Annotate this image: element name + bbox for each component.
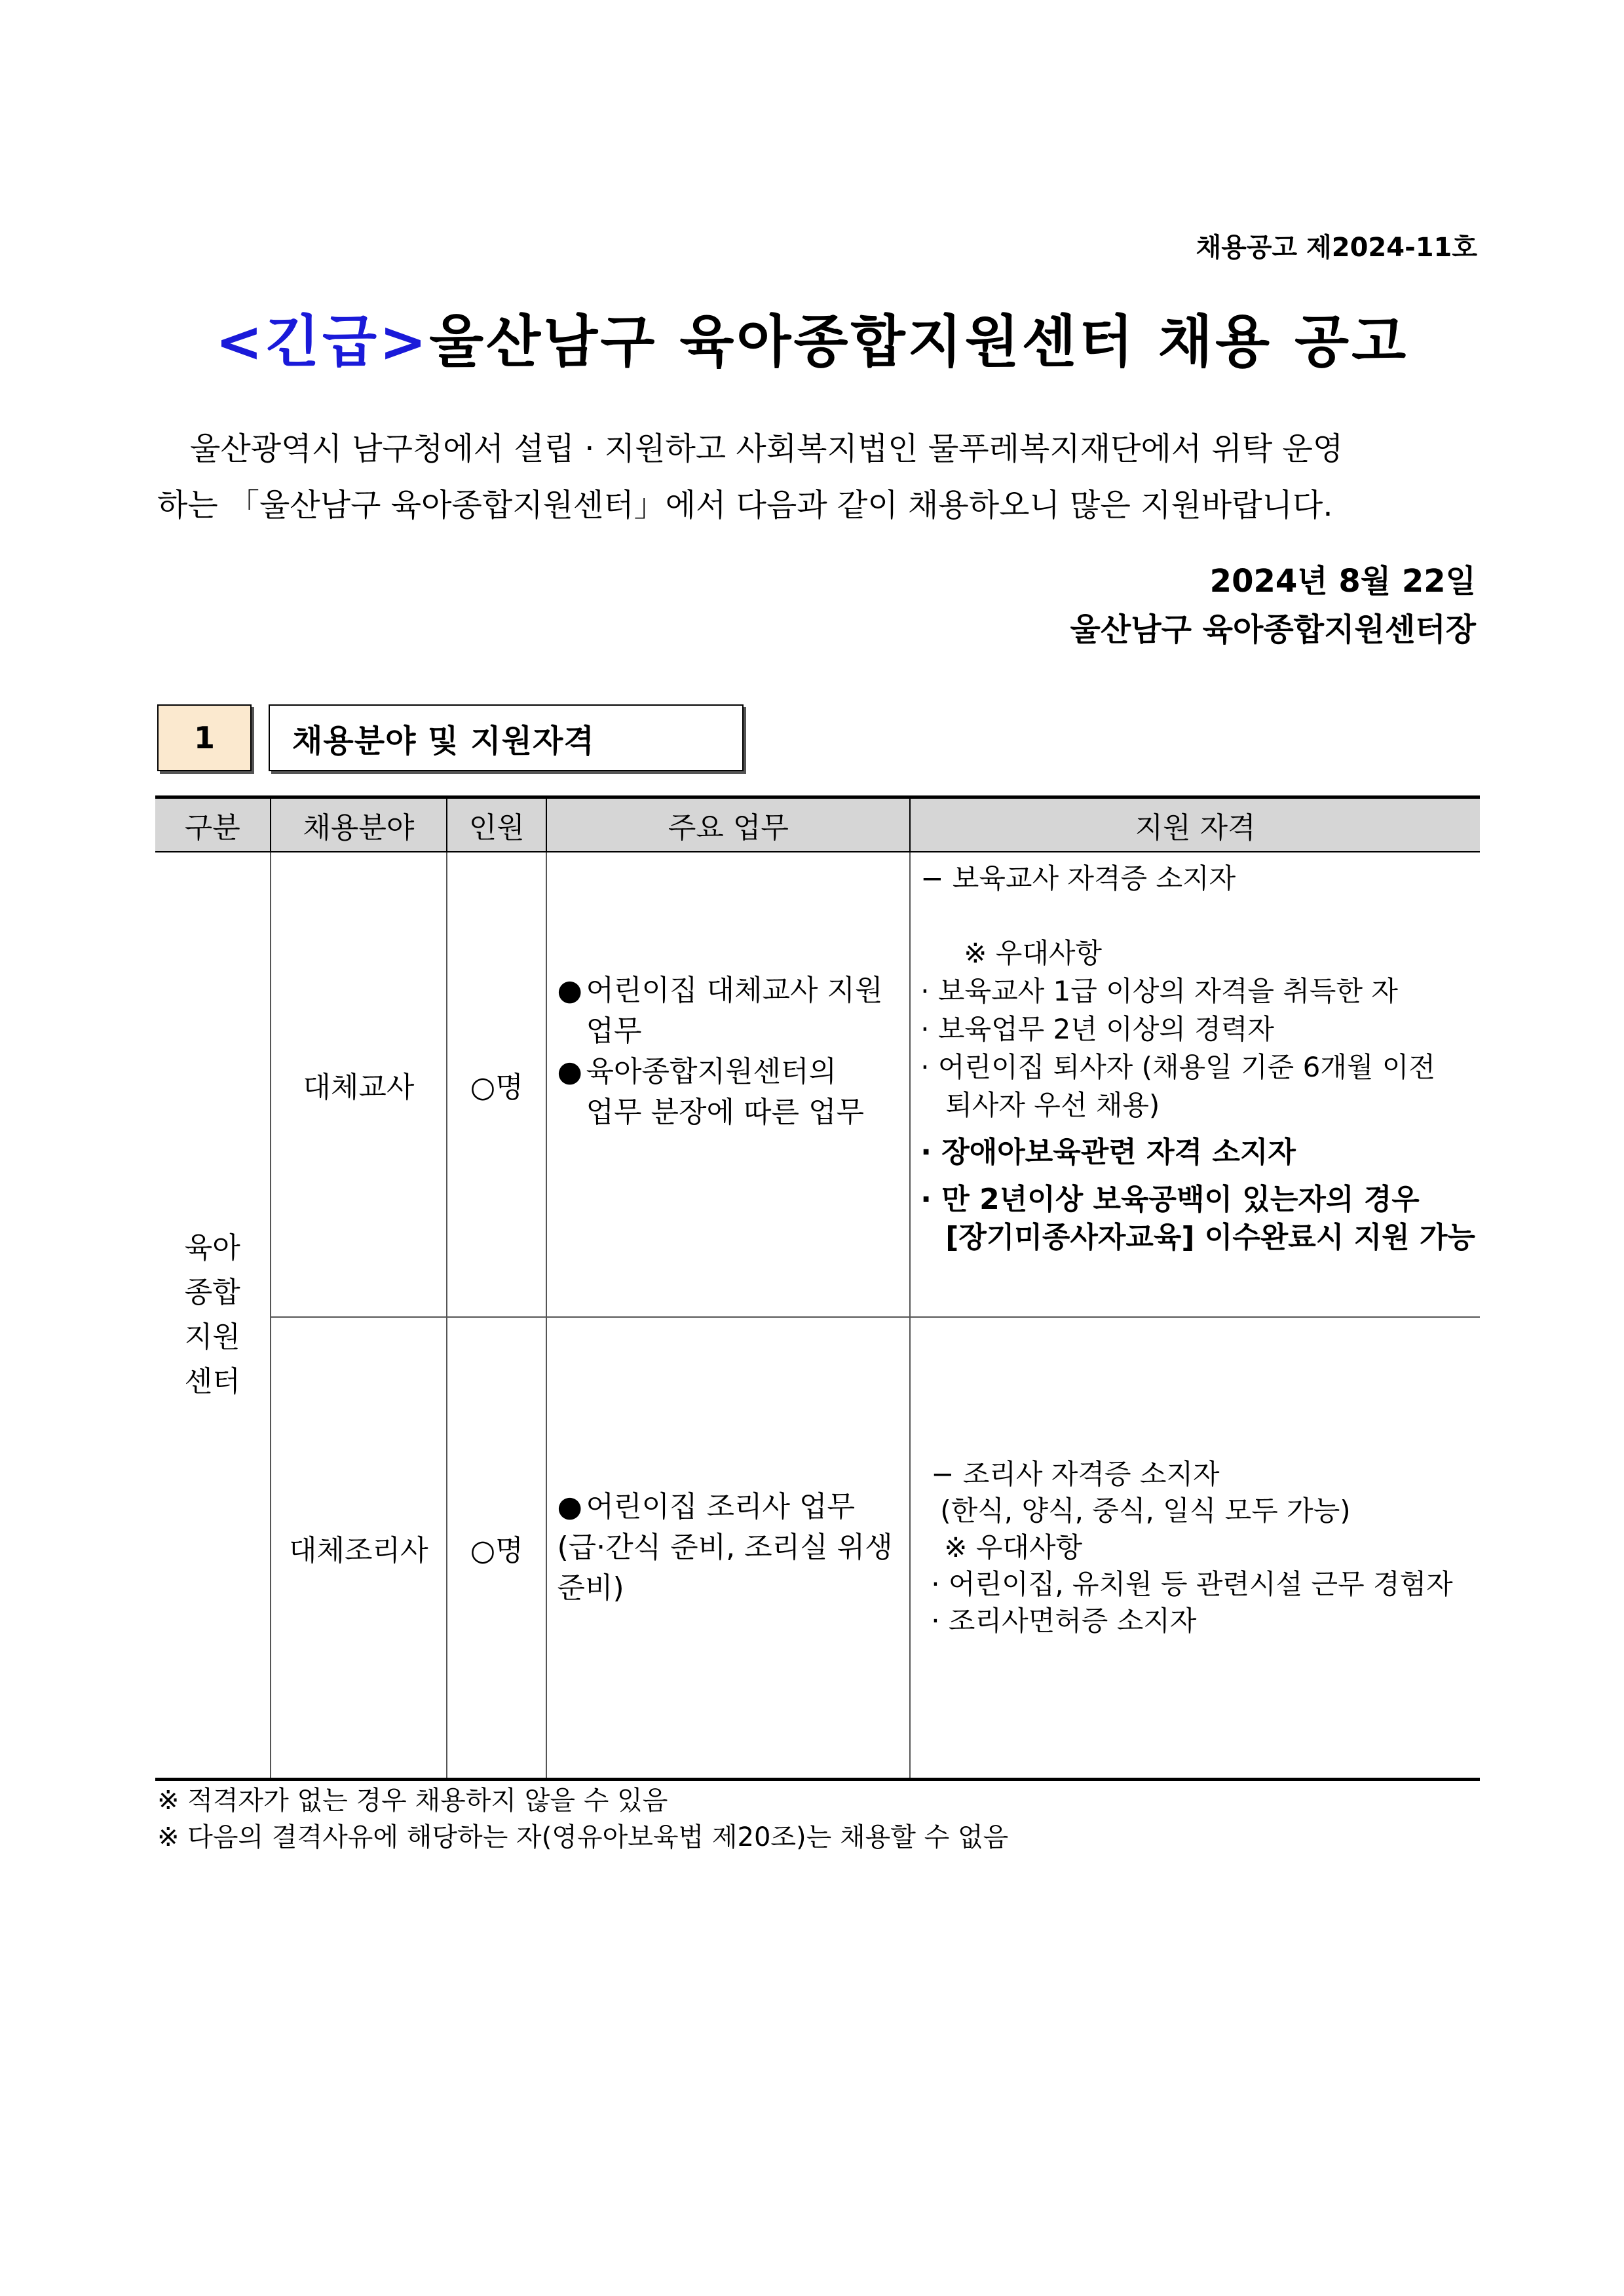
- qualification-line: (한식, 양식, 중식, 일식 모두 가능): [940, 1494, 1351, 1527]
- duty-item: ● 어린이집 조리사 업무: [557, 1489, 855, 1523]
- qualification-line: · 보육교사 1급 이상의 자격을 취득한 자: [920, 975, 1398, 1007]
- table-row: [155, 1317, 1480, 1779]
- header-duties: 주요 업무: [546, 797, 910, 852]
- intro-line-2: 하는 「울산남구 육아종합지원센터」에서 다음과 같이 채용하오니 많은 지원바랍니다.: [157, 487, 1333, 524]
- urgent-tag: <긴급>: [215, 309, 430, 375]
- issuer: 울산남구 육아종합지원센터장: [1070, 611, 1476, 648]
- intro-paragraph: [157, 421, 1474, 533]
- table-header-row: [155, 797, 1480, 852]
- category-cell: [155, 852, 271, 1779]
- note-line: ※ 다음의 결격사유에 해당하는 자(영유아보육법 제20조)는 채용할 수 없음: [157, 1822, 1009, 1852]
- qualification-line: 퇴사자 우선 채용): [945, 1089, 1160, 1121]
- qualification-line: − 조리사 자격증 소지자: [931, 1457, 1220, 1490]
- duty-item: ● 육아종합지원센터의: [557, 1055, 837, 1088]
- qualification-line: · 어린이집 퇴사자 (채용일 기준 6개월 이전: [920, 1051, 1435, 1083]
- page-title: [0, 296, 1624, 377]
- duty-item: (급·간식 준비, 조리실 위생준비): [557, 1530, 893, 1605]
- section-number: 1: [157, 704, 252, 771]
- header-category: 구분: [155, 797, 271, 852]
- notes: [157, 1782, 1008, 1856]
- qualification-line: ※ 우대사항: [964, 937, 1103, 969]
- date-block: [1070, 557, 1477, 654]
- count-cell: ○명: [447, 1317, 546, 1779]
- header-qualifications: 지원 자격: [910, 797, 1480, 852]
- header-field: 채용분야: [271, 797, 447, 852]
- category-line: 센터: [184, 1364, 240, 1398]
- notice-date: 2024년 8월 22일: [1209, 563, 1476, 600]
- category-line: 육아: [184, 1231, 240, 1265]
- qualification-line: − 보육교사 자격증 소지자: [920, 862, 1236, 894]
- qualification-line: · 장애아보육관련 자격 소지자: [920, 1136, 1296, 1169]
- qualification-line: [장기미종사자교육] 이수완료시 지원 가능: [945, 1221, 1475, 1254]
- qualifications-cell: [910, 852, 1480, 1317]
- field-cell: 대체조리사: [271, 1317, 447, 1779]
- recruitment-table: [155, 795, 1480, 1781]
- duty-item: 업무 분장에 따른 업무: [586, 1096, 864, 1129]
- note-line: ※ 적격자가 없는 경우 채용하지 않을 수 있음: [157, 1786, 668, 1816]
- header-count: 인원: [447, 797, 546, 852]
- duty-item: ● 어린이집 대체교사 지원업무: [557, 974, 883, 1048]
- duties-cell: [546, 1317, 910, 1779]
- category-line: 종합: [184, 1275, 240, 1309]
- qualification-line: · 어린이집, 유치원 등 관련시설 근무 경험자: [931, 1567, 1453, 1600]
- section-title: 채용분야 및 지원자격: [269, 704, 744, 771]
- title-main: 울산남구 육아종합지원센터 채용 공고: [429, 309, 1409, 375]
- qualification-line: · 만 2년이상 보육공백이 있는자의 경우: [920, 1183, 1420, 1216]
- duties-cell: [546, 852, 910, 1317]
- qualification-spacer: [920, 898, 1475, 934]
- count-cell: ○명: [447, 852, 546, 1317]
- qualification-line: · 보육업무 2년 이상의 경력자: [920, 1013, 1274, 1045]
- category-line: 지원: [184, 1320, 240, 1354]
- qualification-line: ※ 우대사항: [944, 1531, 1083, 1563]
- qualification-line: · 조리사면허증 소지자: [931, 1604, 1197, 1637]
- intro-line-1: 울산광역시 남구청에서 설립 · 지원하고 사회복지법인 물푸레복지재단에서 위탁 운영: [190, 430, 1344, 467]
- table-row: [155, 852, 1480, 1317]
- field-cell: 대체교사: [271, 852, 447, 1317]
- notice-number: 채용공고 제2024-11호: [1196, 233, 1477, 263]
- qualifications-cell: [910, 1317, 1480, 1779]
